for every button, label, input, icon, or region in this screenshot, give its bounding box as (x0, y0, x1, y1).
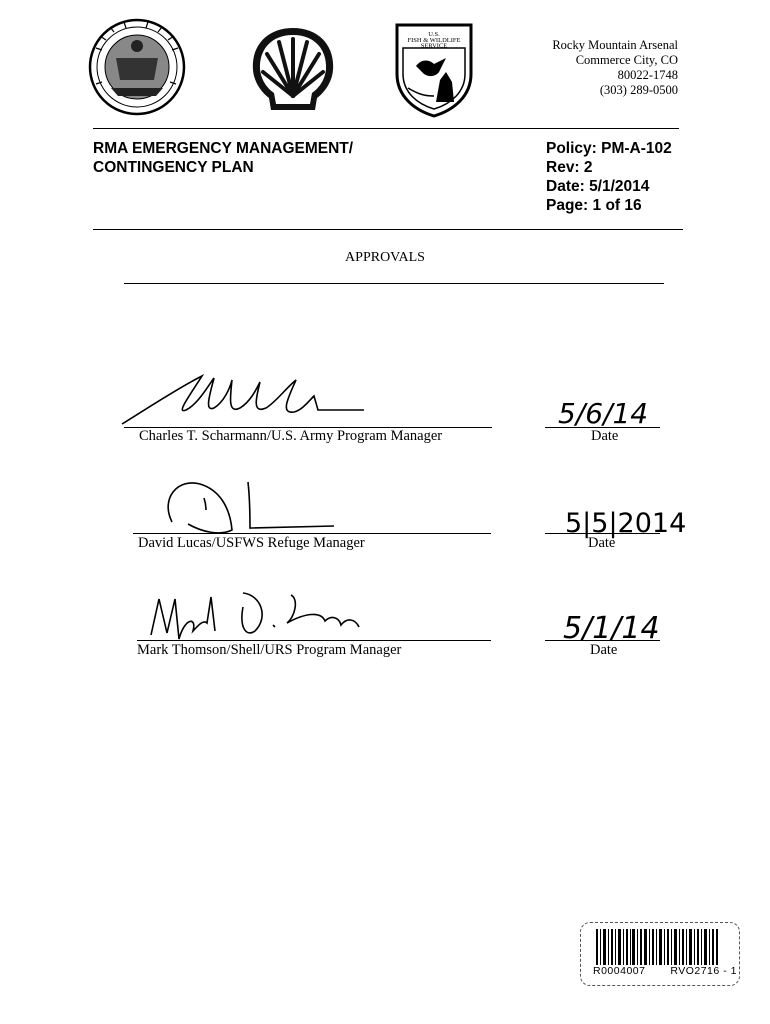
date-2-line (545, 533, 660, 534)
svg-text:5/6/14: 5/6/14 (558, 397, 649, 430)
title-divider (93, 229, 683, 230)
fws-logo-text-2: FISH & WILDLIFE (407, 37, 461, 44)
date-2-handwritten (561, 500, 687, 540)
fws-logo-text-3: SERVICE (420, 42, 448, 50)
barcode-right-code: RVO2716 - 1 (670, 965, 737, 977)
policy-date: Date: 5/1/2014 (546, 178, 650, 195)
header-divider (93, 128, 679, 129)
svg-text:5/1/14: 5/1/14 (563, 611, 660, 646)
address-line-3: 80022-1748 (617, 68, 678, 82)
date-1-label: Date (591, 428, 619, 444)
signer-3-name: Mark Thomson/Shell/URS Program Manager (137, 642, 402, 658)
address-line-2: Commerce City, CO (575, 53, 678, 67)
title-line-2: CONTINGENCY PLAN (93, 159, 254, 176)
barcode-image (596, 929, 718, 965)
policy-number: Policy: PM-A-102 (546, 140, 672, 157)
document-title (93, 139, 353, 177)
svg-text:5|5|2014: 5|5|2014 (565, 508, 687, 539)
title-line-1: RMA EMERGENCY MANAGEMENT/ (93, 140, 354, 157)
signer-1-name: Charles T. Scharmann/U.S. Army Program Manager (139, 428, 443, 444)
signature-1-image (118, 368, 368, 430)
fws-logo-text: U.S. (428, 31, 440, 38)
date-3-line (545, 640, 660, 641)
date-2-label: Date (588, 535, 616, 551)
date-1-handwritten (552, 393, 662, 431)
signature-3-line (137, 640, 491, 641)
address-block (552, 38, 678, 98)
signer-2-name: David Lucas/USFWS Refuge Manager (138, 535, 365, 551)
army-seal-icon (86, 18, 188, 116)
approvals-divider (124, 283, 664, 284)
revision: Rev: 2 (546, 159, 593, 176)
date-3-label: Date (590, 642, 618, 658)
page-number: Page: 1 of 16 (546, 197, 642, 214)
address-line-1: Rocky Mountain Arsenal (552, 38, 678, 52)
address-line-4: (303) 289-0500 (599, 83, 678, 97)
signature-2-line (133, 533, 491, 534)
barcode-left-code: R0004007 (593, 965, 646, 977)
policy-block (546, 139, 672, 215)
fish-wildlife-service-icon (394, 22, 474, 118)
approvals-heading: APPROVALS (345, 250, 425, 265)
barcode-text (593, 965, 737, 977)
shell-logo-icon (247, 24, 339, 116)
